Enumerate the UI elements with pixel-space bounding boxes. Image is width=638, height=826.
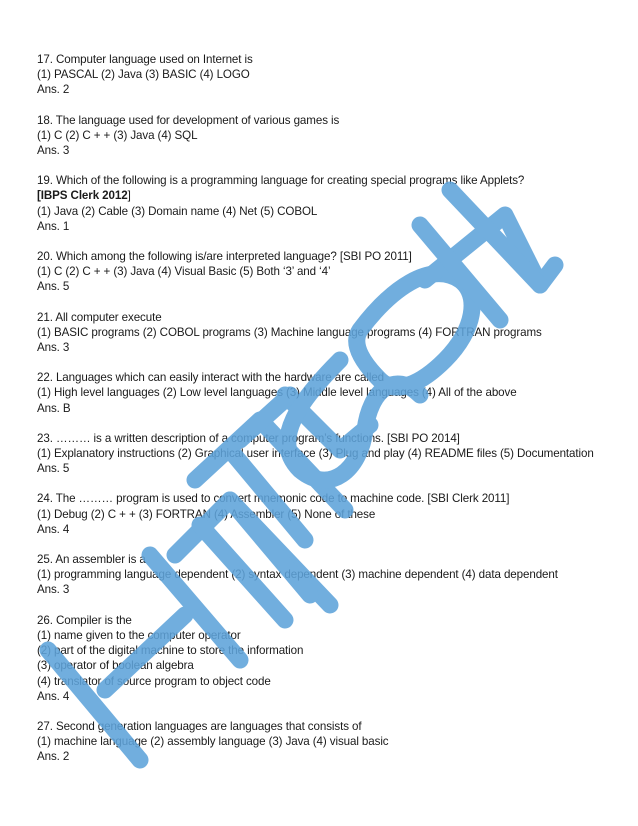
question-answer: Ans. 4 (37, 689, 70, 703)
question-option-4: (4) translator of source program to object code (37, 674, 271, 688)
question-17 (37, 52, 637, 98)
question-option-2: (2) part of the digital machine to store the information (37, 644, 304, 658)
question-20 (37, 249, 637, 295)
question-19 (37, 173, 637, 234)
question-27 (37, 719, 637, 765)
question-options: (1) High level languages (2) Low level languages (3) Middle level languages (4) All of the above (37, 386, 517, 400)
question-answer: Ans. 3 (37, 583, 70, 597)
question-options: (1) Explanatory instructions (2) Graphical user interface (3) Plug and play (4) README files (5) Documentation (37, 447, 594, 461)
question-options: (1) Java (2) Cable (3) Domain name (4) Net (5) COBOL (37, 204, 318, 218)
question-answer: Ans. 4 (37, 522, 70, 536)
question-stem: 18. The language used for development of various games is (37, 113, 340, 127)
question-stem: 20. Which among the following is/are interpreted language? [SBI PO 2011] (37, 250, 412, 264)
document-page (37, 52, 637, 780)
question-options: (1) PASCAL (2) Java (3) BASIC (4) LOGO (37, 68, 250, 82)
question-stem: 21. All computer execute (37, 310, 162, 324)
question-answer: Ans. 3 (37, 144, 70, 158)
question-option-3: (3) operator of boolean algebra (37, 659, 194, 673)
question-answer: Ans. 2 (37, 83, 70, 97)
question-answer: Ans. 5 (37, 462, 70, 476)
question-stem: 22. Languages which can easily interact with the hardware are called (37, 371, 385, 385)
exam-tag: [IBPS Clerk 2012] (37, 189, 131, 203)
question-stem: 24. The ……… program is used to convert mnemonic code to machine code. [SBI Clerk 2011] (37, 492, 510, 506)
question-answer: Ans. 2 (37, 750, 70, 764)
question-options: (1) BASIC programs (2) COBOL programs (3) Machine language programs (4) FORTRAN programs (37, 325, 542, 339)
question-options: (1) machine language (2) assembly language (3) Java (4) visual basic (37, 735, 389, 749)
question-answer: Ans. 3 (37, 341, 70, 355)
question-options: (1) C (2) C + + (3) Java (4) SQL (37, 128, 198, 142)
question-stem: 19. Which of the following is a programming language for creating special programs like Applets? (37, 174, 525, 188)
question-options: (1) programming language dependent (2) syntax dependent (3) machine dependent (4) data dependent (37, 568, 558, 582)
question-22 (37, 370, 637, 416)
question-answer: Ans. 1 (37, 219, 70, 233)
question-options: (1) C (2) C + + (3) Java (4) Visual Basic (5) Both ‘3’ and ‘4’ (37, 265, 331, 279)
question-answer: Ans. B (37, 401, 71, 415)
question-stem: 27. Second generation languages are languages that consists of (37, 719, 362, 733)
question-stem: 23. ……… is a written description of a computer program’s functions. [SBI PO 2014] (37, 431, 460, 445)
question-25 (37, 552, 637, 598)
question-24 (37, 491, 637, 537)
question-stem: 17. Computer language used on Internet is (37, 53, 253, 66)
question-18 (37, 113, 637, 159)
question-option-1: (1) name given to the computer operator (37, 628, 241, 642)
question-options: (1) Debug (2) C + + (3) FORTRAN (4) Assembler (5) None of these (37, 507, 376, 521)
question-26 (37, 613, 637, 704)
question-stem: 26. Compiler is the (37, 613, 132, 627)
question-21 (37, 310, 637, 356)
question-stem: 25. An assembler is a (37, 553, 146, 567)
question-answer: Ans. 5 (37, 280, 70, 294)
question-23 (37, 431, 637, 477)
